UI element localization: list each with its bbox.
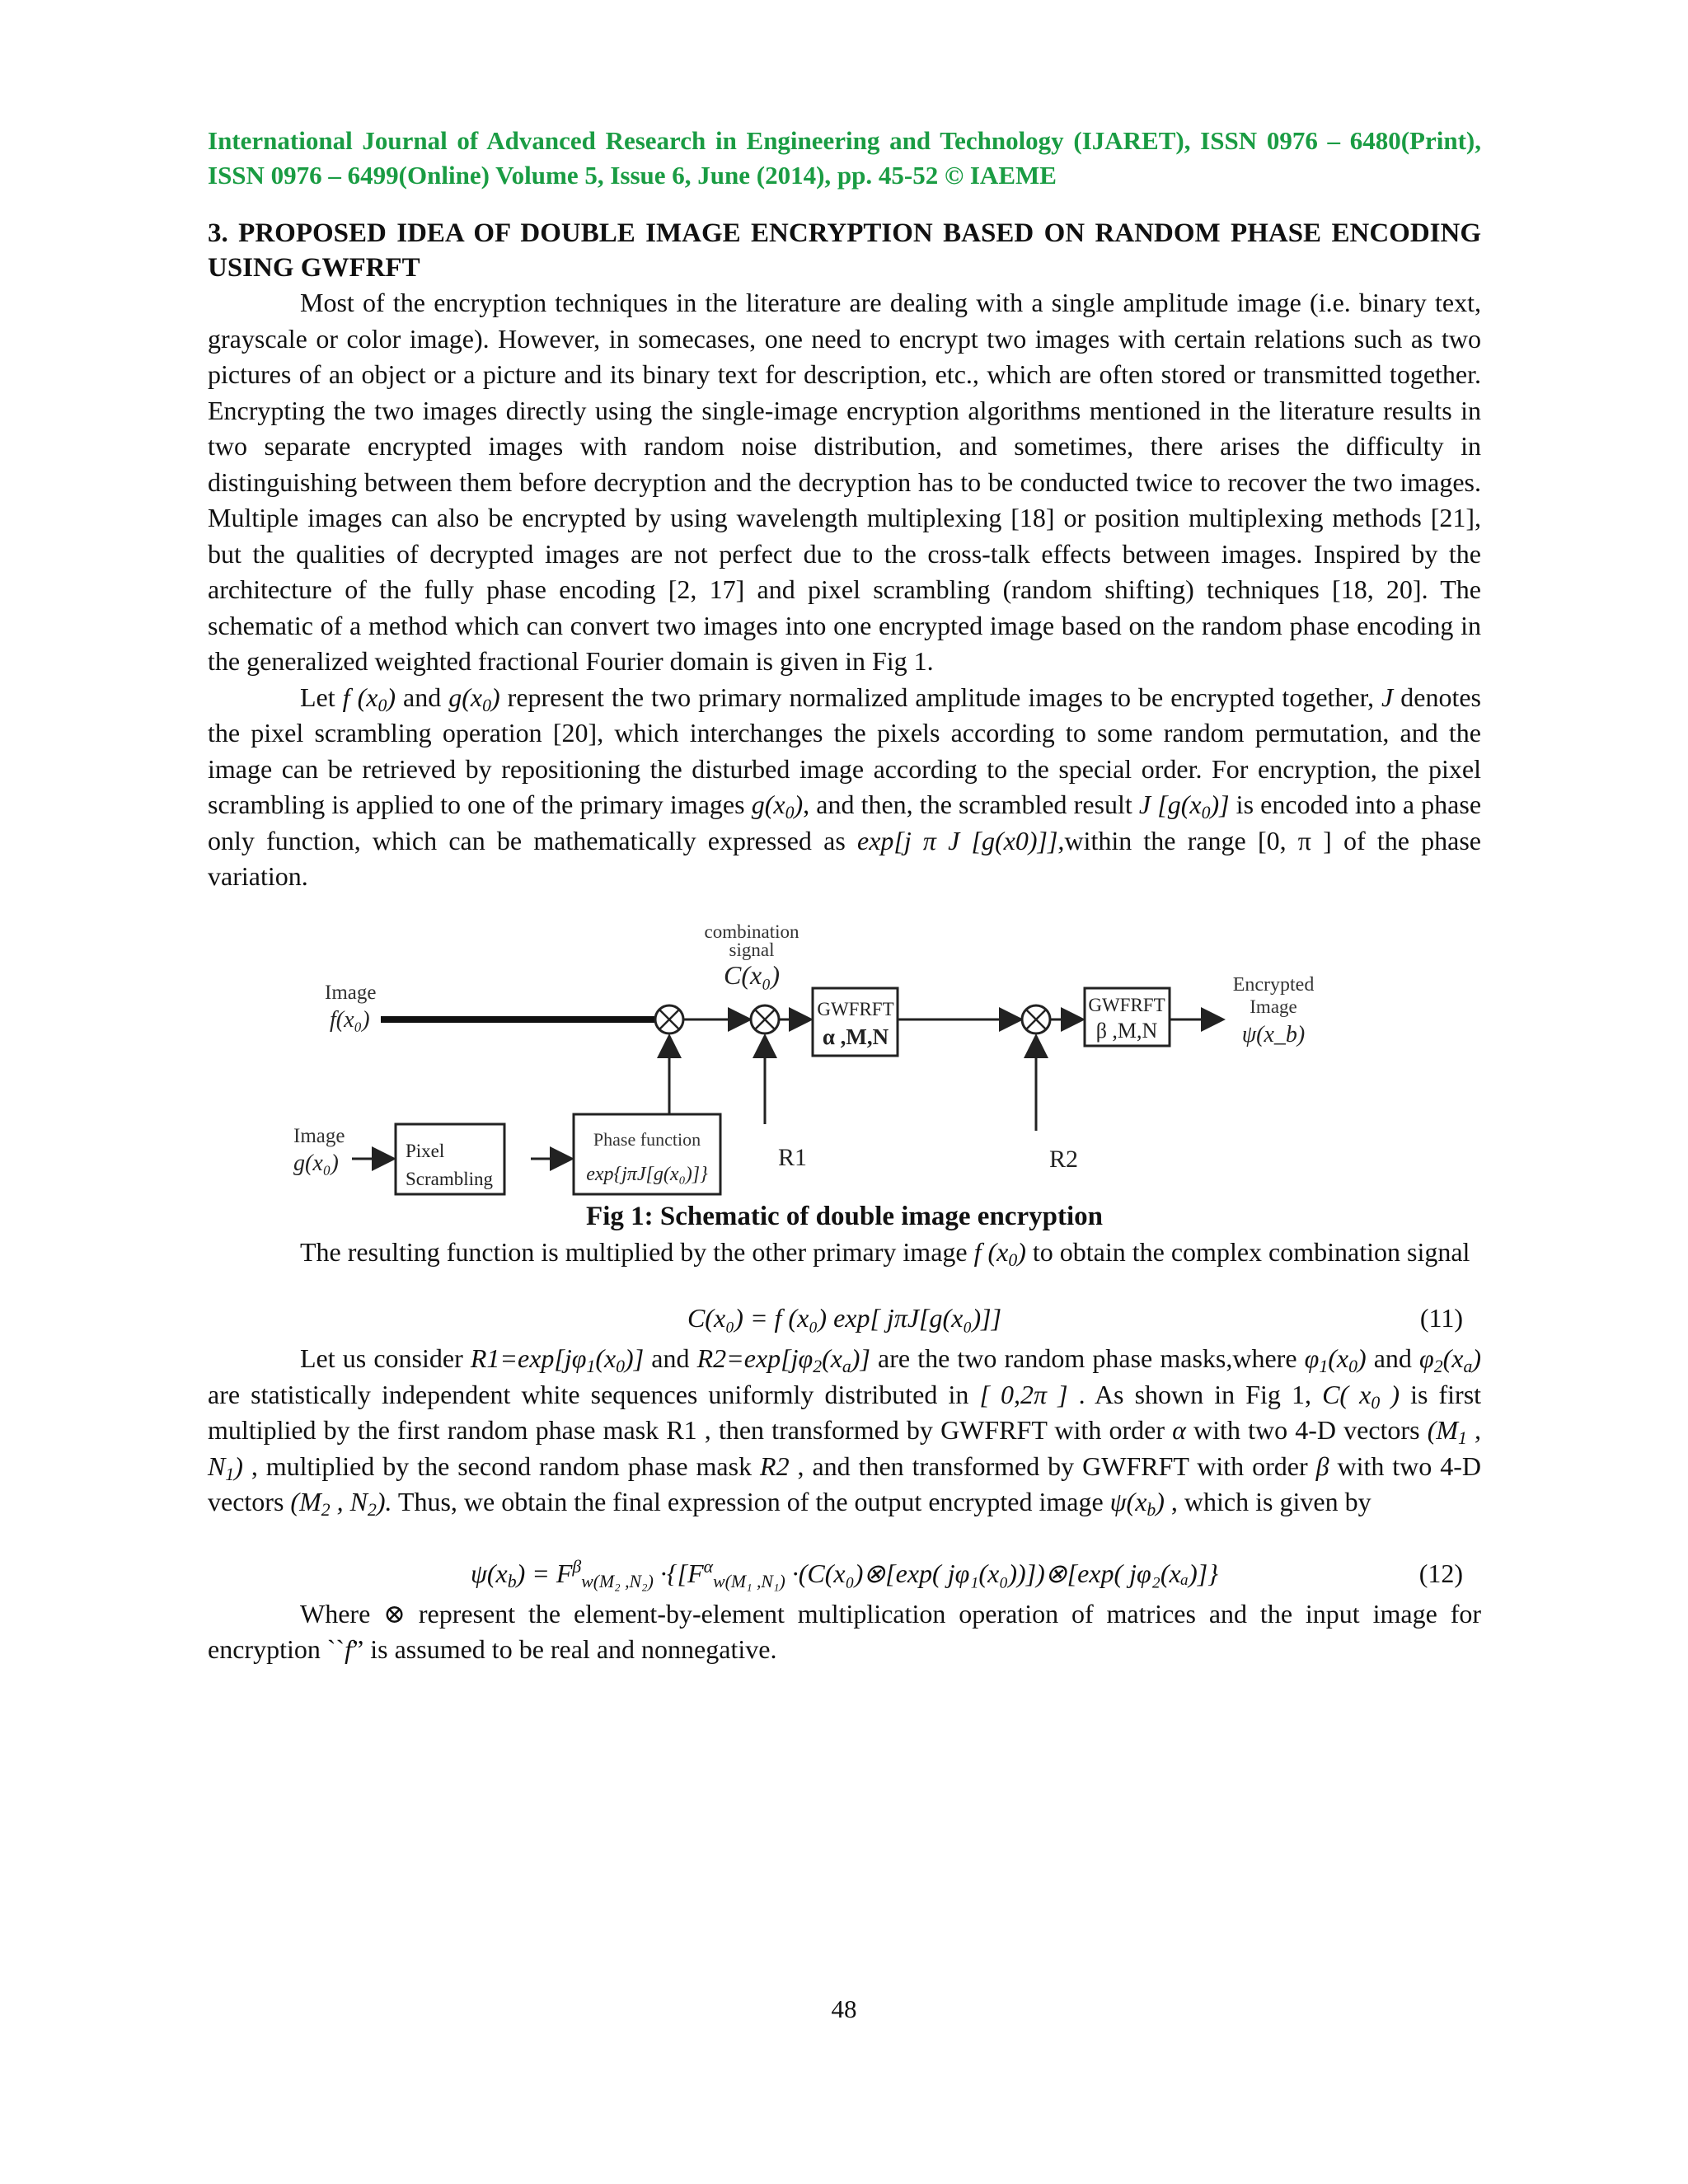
section-title: 3. PROPOSED IDEA OF DOUBLE IMAGE ENCRYPTION BASED ON RANDOM PHASE ENCODING USING GWFRFT — [208, 218, 1481, 283]
equation-12-number: (12) — [1418, 1558, 1463, 1588]
equation-11 — [208, 1295, 1481, 1341]
image-f-label: Image — [325, 981, 377, 1004]
pixel-scrambling-line2: Scrambling — [406, 1168, 494, 1189]
encrypted-symbol: ψ(x_b) — [1241, 1021, 1306, 1047]
paragraph-definitions: Let f $(x_0)$ and $g(x_0)$ represent the two primary normalized amplitude images to be encrypted together, J denotes the pixel scrambling operation [20], which interchanges the pixels according to some random permutation, and the image can be retrieved by repositioning the disturbed image according to the special order. For encryption, the pixel scrambling is applied to one of the primary images $g(x_0)$, and then, the scrambled result J $[g(x_0)]$ is encoded into a phase only function, which can be mathematically expressed as exp[j π J [g(x0)]],within the range [0, π ] of the phase variation. — [208, 682, 1482, 891]
image-g-symbol: g(x₀) — [293, 1150, 339, 1176]
combination-label-line2: signal — [729, 939, 775, 960]
paragraph-intro: Most of the encryption techniques in the literature are dealing with a single amplitude image (i.e. binary text, grayscale or color image). However, in somecases, one need to encrypt two images with certain relations such as two pictures of an object or a picture and its binary text for description, etc., which are often stored or transmitted together. Encrypting the two images directly using the single-image encryption algorithms mentioned in the literature results in two separate encrypted images with random noise distribution, and sometimes, there arises the difficulty in distinguishing between them before decryption and the decryption has to be conducted twice to recover the two images. Multiple images can also be encrypted by using wavelength multiplexing [18] or position multiplexing methods [21], but the qualities of decrypted images are not perfect due to the cross-talk effects between images. Inspired by the architecture of the fully phase encoding [2, 17] and pixel scrambling (random shifting) techniques [18, 20]. The schematic of a method which can convert two images into one encrypted image based on the random phase encoding in the generalized weighted fractional Fourier domain is given in Fig 1. — [208, 288, 1481, 676]
journal-header: International Journal of Advanced Research in Engineering and Technology (IJARET), ISSN 0976 – 6480(Print), ISSN 0976 – 6499(Online) Volume 5, Issue 6, June (2014), pp. 45-52 © IAEME — [208, 126, 1481, 190]
phase-function-expr: exp{jπJ[g(x₀)]} — [586, 1163, 708, 1185]
page-number: 48 — [831, 1994, 857, 2023]
paragraph-phase-masks: Let us consider $R1=\exp[j\varphi_1(x_0)]$ and $R2=\exp[j\varphi_2(x_a)]$ are the two random phase masks,where $\varphi_1(x_0)$ and $\varphi_2(x_a)$ are statistically independent white sequences uniformly distributed in [ 0,2π ] . As shown in Fig 1, C( $x_0$ ) is first multiplied by the first random phase mask R1 , then transformed by GWFRFT with order α with two 4-D vectors ($M_1$ , $N_1$) , multiplied by the second random phase mask R2 , and then transformed by GWFRFT with order β with two 4-D vectors ($M_2$ , $N_2$). Thus, we obtain the final expression of the output encrypted image $\psi(x_b)$ , which is given by — [208, 1343, 1482, 1521]
figure-schematic — [208, 918, 1481, 1198]
gwfrft-alpha-params: α ,M,N — [822, 1024, 889, 1049]
combination-label-line1: combination — [704, 921, 799, 942]
equation-12-body: $\psi(x_b) = F^\beta_{w(M_2 ,N_2)} \cdot\{[F^\alpha_{w(M_1 ,N_1)}$ ·(C(x₀)⊗[exp( jφ₁(x₀))])⊗[exp( jφ₂(xₐ)]} — [471, 1556, 1218, 1591]
paragraph-where: Where ⊗ represent the element-by-element multiplication operation of matrices and the input image for encryption ``f” is assumed to be real and nonnegative. — [208, 1598, 1481, 1664]
equation-11-body: C(x₀) = f (x₀) exp[ jπJ[g(x₀)]] — [687, 1303, 1002, 1333]
image-g-label: Image — [293, 1124, 345, 1147]
pixel-scrambling-line1: Pixel — [406, 1140, 445, 1161]
gwfrft-beta-title: GWFRFT — [1088, 994, 1165, 1015]
paragraph-combination: The resulting function is multiplied by the other primary image f $(x_0)$ to obtain the complex combination signal — [300, 1236, 1470, 1270]
encrypted-label-line1: Encrypted — [1232, 973, 1315, 996]
image-f-symbol: f(x₀) — [330, 1006, 370, 1033]
gwfrft-alpha-title: GWFRFT — [817, 998, 894, 1019]
gwfrft-beta-params: β ,M,N — [1095, 1018, 1158, 1043]
encrypted-label-line2: Image — [1250, 996, 1297, 1017]
paper-page — [208, 124, 1481, 1668]
equation-11-number: (11) — [1419, 1303, 1463, 1333]
figure-caption: Fig 1: Schematic of double image encryption — [586, 1201, 1103, 1231]
combination-symbol: C(x₀) — [724, 959, 780, 990]
mask-r1-label: R1 — [778, 1143, 808, 1171]
phase-function-title: Phase function — [593, 1128, 701, 1150]
mask-r2-label: R2 — [1049, 1145, 1079, 1173]
schematic-diagram — [208, 918, 1481, 1198]
equation-12 — [208, 1550, 1481, 1596]
